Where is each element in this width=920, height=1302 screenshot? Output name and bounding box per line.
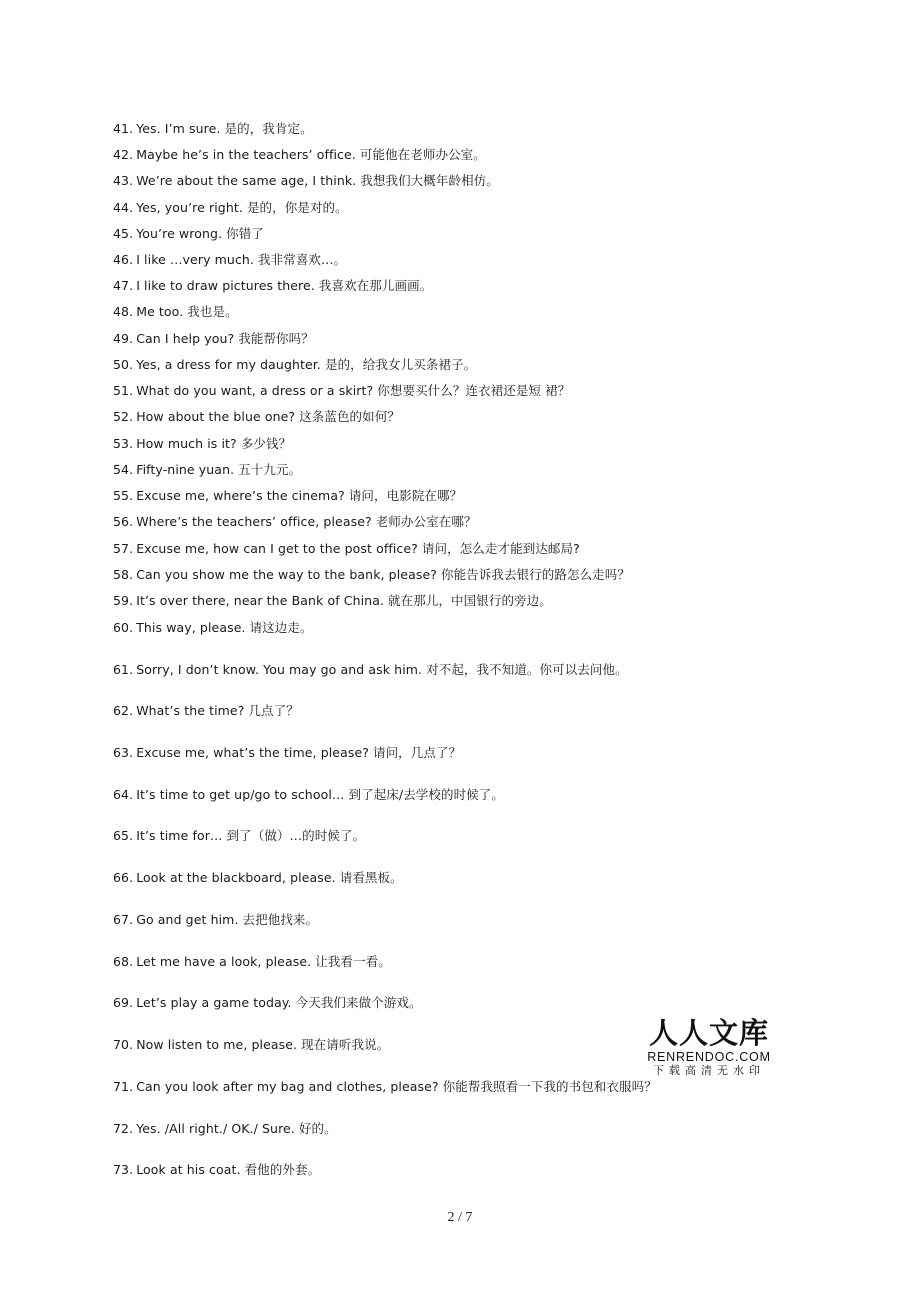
phrase-english: Excuse me, where’s the cinema? [136,488,345,503]
phrase-chinese: 看他的外套。 [244,1162,321,1177]
phrase-chinese: 我想我们大概年龄相仿。 [360,173,499,188]
phrase-number: 52. [113,409,134,424]
phrase-line [113,593,552,609]
phrase-chinese: 请问，几点了？ [372,745,462,760]
phrase-line [113,514,477,530]
phrase-english: What do you want, a dress or a skirt? [136,383,374,398]
phrase-line [113,787,504,803]
phrase-english: Yes, a dress for my daughter. [136,357,321,372]
phrase-english: Yes. I’m sure. [136,121,221,136]
phrase-number: 56. [113,514,134,529]
phrase-line [113,304,238,320]
phrase-line [113,828,365,844]
phrase-line [113,462,301,478]
phrase-line [113,1079,657,1095]
watermark-logo: 人人文库 [648,1016,769,1050]
phrase-number: 68. [113,954,134,969]
phrase-line [113,226,264,242]
phrase-english: Can you show me the way to the bank, please? [136,567,437,582]
phrase-line [113,331,314,347]
phrase-number: 47. [113,278,134,293]
phrase-line [113,1121,337,1137]
phrase-number: 59. [113,593,134,608]
phrase-chinese: 你想要买什么？连衣裙还是短 裙？ [377,383,571,398]
phrase-number: 64. [113,787,134,802]
phrase-chinese: 是的，你是对的。 [246,200,348,215]
phrase-english: It’s time to get up/go to school… [136,787,345,802]
phrase-number: 62. [113,703,134,718]
phrase-chinese: 请问，电影院在哪？ [348,488,463,503]
phrase-line [113,995,422,1011]
phrase-number: 50. [113,357,134,372]
watermark [646,1016,772,1078]
phrase-english: Yes. /All right./ OK./ Sure. [136,1121,295,1136]
phrase-english: It’s over there, near the Bank of China. [136,593,385,608]
phrase-number: 44. [113,200,134,215]
phrase-number: 42. [113,147,134,162]
phrase-english: Can you look after my bag and clothes, please? [136,1079,439,1094]
phrase-chinese: 老师办公室在哪？ [375,514,477,529]
phrase-english: Go and get him. [136,912,239,927]
phrase-english: Let me have a look, please. [136,954,312,969]
phrase-chinese: 到了起床/去学校的时候了。 [348,787,505,802]
phrase-number: 55. [113,488,134,503]
phrase-line [113,1037,389,1053]
phrase-number: 49. [113,331,134,346]
phrase-english: I like …very much. [136,252,255,267]
phrase-english: Sorry, I don’t know. You may go and ask him. [136,662,423,677]
phrase-number: 71. [113,1079,134,1094]
phrase-number: 57. [113,541,134,556]
phrase-chinese: 对不起，我不知道。你可以去问他。 [426,662,628,677]
phrase-number: 43. [113,173,134,188]
phrase-line [113,488,462,504]
phrase-line [113,912,318,928]
phrase-english: Let’s play a game today. [136,995,292,1010]
phrase-number: 73. [113,1162,134,1177]
phrase-number: 70. [113,1037,134,1052]
phrase-chinese: 我非常喜欢…。 [258,252,347,267]
watermark-slogan: 下载高清无水印 [653,1064,765,1077]
watermark-domain: RENRENDOC.COM [647,1050,771,1064]
phrase-line [113,662,628,678]
phrase-line [113,357,476,373]
page-number: 2 / 7 [447,1210,473,1225]
phrase-chinese: 我喜欢在那儿画画。 [318,278,433,293]
phrase-chinese: 是的，我肯定。 [224,121,313,136]
phrase-line [113,436,291,452]
phrase-number: 58. [113,567,134,582]
phrase-chinese: 这条蓝色的如何？ [299,409,400,424]
phrase-chinese: 请这边走。 [249,620,313,635]
phrase-english: It’s time for… [136,828,223,843]
phrase-line [113,409,400,425]
phrase-line [113,147,486,163]
phrase-chinese: 可能他在老师办公室。 [359,147,486,162]
phrase-chinese: 请问，怎么走才能到达邮局? [421,541,580,556]
phrase-english: Now listen to me, please. [136,1037,298,1052]
phrase-number: 61. [113,662,134,677]
phrase-english: Excuse me, how can I get to the post office? [136,541,418,556]
phrase-number: 69. [113,995,134,1010]
phrase-number: 67. [113,912,134,927]
phrase-line [113,1162,320,1178]
phrase-english: How about the blue one? [136,409,296,424]
phrase-chinese: 去把他找来。 [242,912,319,927]
phrase-english: Yes, you’re right. [136,200,243,215]
phrase-line [113,252,346,268]
phrase-line [113,620,313,636]
phrase-line [113,200,348,216]
phrase-chinese: 你能告诉我去银行的路怎么走吗？ [440,567,630,582]
phrase-line [113,703,299,719]
phrase-number: 48. [113,304,134,319]
phrase-chinese: 五十九元。 [238,462,302,477]
phrase-line [113,121,313,137]
phrase-english: I like to draw pictures there. [136,278,315,293]
phrase-number: 51. [113,383,134,398]
phrase-line [113,567,630,583]
phrase-english: You’re wrong. [136,226,223,241]
phrase-chinese: 我也是。 [187,304,238,319]
phrase-line [113,383,570,399]
phrase-line [113,173,499,189]
phrase-english: Me too. [136,304,184,319]
phrase-chinese: 几点了？ [248,703,299,718]
phrase-number: 65. [113,828,134,843]
phrase-line [113,954,391,970]
phrase-english: Look at the blackboard, please. [136,870,336,885]
phrase-chinese: 到了（做）…的时候了。 [226,828,366,843]
phrase-number: 60. [113,620,134,635]
phrase-english: Fifty-nine yuan. [136,462,235,477]
phrase-number: 41. [113,121,134,136]
phrase-english: Excuse me, what’s the time, please? [136,745,369,760]
phrase-english: What’s the time? [136,703,245,718]
phrase-chinese: 让我看一看。 [315,954,391,969]
phrase-english: Look at his coat. [136,1162,241,1177]
phrase-english: How much is it? [136,436,237,451]
phrase-english: Maybe he’s in the teachers’ office. [136,147,356,162]
phrase-chinese: 你能帮我照看一下我的书包和衣服吗？ [442,1079,657,1094]
phrase-number: 72. [113,1121,134,1136]
phrase-number: 66. [113,870,134,885]
phrase-line [113,870,403,886]
phrase-chinese: 现在请听我说。 [301,1037,390,1052]
phrase-english: Can I help you? [136,331,235,346]
phrase-chinese: 是的，给我女儿买条裙子。 [324,357,477,372]
phrase-chinese: 就在那儿，中国银行的旁边。 [388,593,552,608]
phrase-chinese: 今天我们来做个游戏。 [295,995,422,1010]
phrase-chinese: 多少钱？ [240,436,292,451]
phrase-number: 63. [113,745,134,760]
phrase-chinese: 请看黑板。 [339,870,403,885]
phrase-chinese: 你错了 [226,226,264,241]
phrase-english: We’re about the same age, I think. [136,173,357,188]
phrase-english: Where’s the teachers’ office, please? [136,514,372,529]
phrase-chinese: 好的。 [298,1121,337,1136]
phrase-number: 45. [113,226,134,241]
phrase-line [113,745,461,761]
phrase-chinese: 我能帮你吗？ [238,331,314,346]
phrase-english: This way, please. [136,620,246,635]
phrase-line [113,278,432,294]
phrase-number: 53. [113,436,134,451]
phrase-number: 46. [113,252,134,267]
phrase-number: 54. [113,462,134,477]
phrase-line [113,541,580,557]
